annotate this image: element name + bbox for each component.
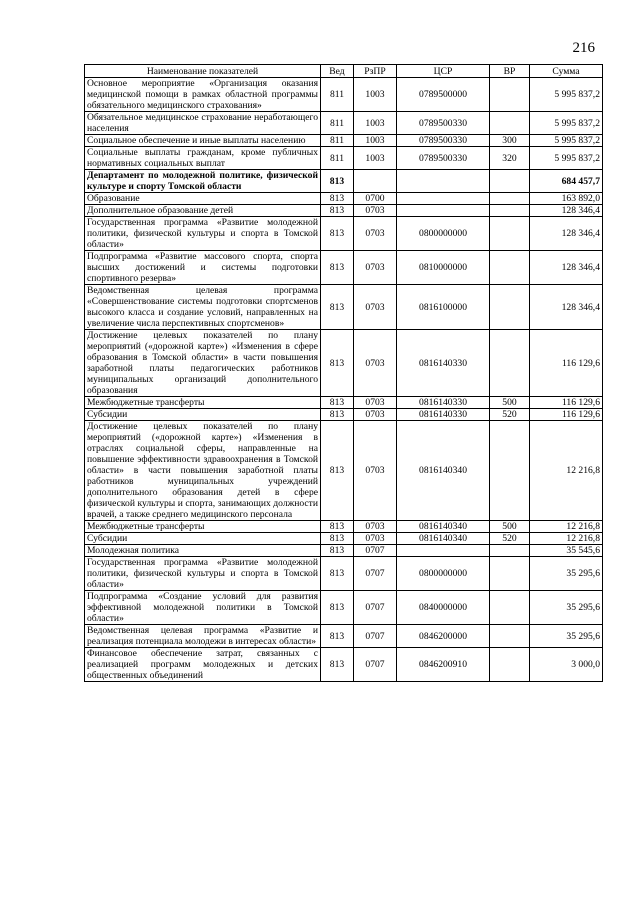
cell-sum: 5 995 837,2 bbox=[530, 78, 603, 112]
table-row bbox=[85, 648, 603, 682]
cell-name: Достижение целевых показателей по плану мероприятий («дорожной карте») «Изменения в сфере образования в Томской области» в части повышения заработной платы педагогических работников муниципальных организаций дополнительного образования bbox=[85, 330, 321, 397]
header-row bbox=[85, 65, 603, 78]
cell-name: Финансовое обеспечение затрат, связанных с реализацией программ молодежных и детских общественных объединений bbox=[85, 648, 321, 682]
table-row bbox=[85, 78, 603, 112]
cell-vr: 500 bbox=[490, 397, 530, 409]
cell-csr: 0846200000 bbox=[397, 625, 490, 648]
cell-sum: 163 892,0 bbox=[530, 193, 603, 205]
cell-rzpr: 0707 bbox=[354, 545, 397, 557]
cell-sum: 5 995 837,2 bbox=[530, 112, 603, 135]
cell-rzpr: 0703 bbox=[354, 330, 397, 397]
cell-sum: 5 995 837,2 bbox=[530, 147, 603, 170]
cell-vr bbox=[490, 205, 530, 217]
table-row bbox=[85, 545, 603, 557]
cell-vr bbox=[490, 251, 530, 285]
cell-vr: 520 bbox=[490, 533, 530, 545]
cell-name: Подпрограмма «Развитие массового спорта, спорта высших достижений и системы подготовки спортивного резерва» bbox=[85, 251, 321, 285]
table-row bbox=[85, 217, 603, 251]
cell-ved: 813 bbox=[321, 285, 354, 330]
cell-rzpr: 0703 bbox=[354, 533, 397, 545]
cell-sum: 12 216,8 bbox=[530, 533, 603, 545]
table-row bbox=[85, 205, 603, 217]
cell-vr bbox=[490, 648, 530, 682]
cell-sum: 128 346,4 bbox=[530, 251, 603, 285]
cell-sum: 35 295,6 bbox=[530, 625, 603, 648]
table-row bbox=[85, 251, 603, 285]
header-name: Наименование показателей bbox=[85, 65, 321, 78]
cell-rzpr: 0703 bbox=[354, 409, 397, 421]
cell-ved: 813 bbox=[321, 533, 354, 545]
cell-rzpr: 0703 bbox=[354, 285, 397, 330]
cell-vr: 500 bbox=[490, 521, 530, 533]
cell-csr: 0810000000 bbox=[397, 251, 490, 285]
cell-sum: 35 545,6 bbox=[530, 545, 603, 557]
cell-ved: 813 bbox=[321, 648, 354, 682]
cell-vr bbox=[490, 545, 530, 557]
header-vr: ВР bbox=[490, 65, 530, 78]
cell-ved: 813 bbox=[321, 193, 354, 205]
cell-ved: 813 bbox=[321, 521, 354, 533]
cell-csr bbox=[397, 193, 490, 205]
cell-name: Субсидии bbox=[85, 533, 321, 545]
cell-name: Межбюджетные трансферты bbox=[85, 521, 321, 533]
cell-vr bbox=[490, 170, 530, 193]
cell-sum: 128 346,4 bbox=[530, 285, 603, 330]
cell-name: Социальное обеспечение и иные выплаты населению bbox=[85, 135, 321, 147]
cell-csr: 0800000000 bbox=[397, 217, 490, 251]
cell-vr bbox=[490, 557, 530, 591]
cell-ved: 811 bbox=[321, 78, 354, 112]
table-row bbox=[85, 147, 603, 170]
cell-rzpr: 1003 bbox=[354, 135, 397, 147]
cell-name: Молодежная политика bbox=[85, 545, 321, 557]
cell-name: Ведомственная целевая программа «Совершенствование системы подготовки спортсменов высокого класса и создание условий, направленных на увеличение числа перспективных спортсменов» bbox=[85, 285, 321, 330]
cell-ved: 813 bbox=[321, 205, 354, 217]
cell-vr: 300 bbox=[490, 135, 530, 147]
cell-sum: 684 457,7 bbox=[530, 170, 603, 193]
header-ved: Вед bbox=[321, 65, 354, 78]
cell-sum: 128 346,4 bbox=[530, 217, 603, 251]
cell-ved: 813 bbox=[321, 251, 354, 285]
cell-name: Департамент по молодежной политике, физической культуре и спорту Томской области bbox=[85, 170, 321, 193]
cell-csr: 0816140330 bbox=[397, 409, 490, 421]
cell-name: Социальные выплаты гражданам, кроме публичных нормативных социальных выплат bbox=[85, 147, 321, 170]
cell-ved: 811 bbox=[321, 147, 354, 170]
cell-rzpr: 0703 bbox=[354, 217, 397, 251]
cell-vr bbox=[490, 285, 530, 330]
cell-name: Субсидии bbox=[85, 409, 321, 421]
header-csr: ЦСР bbox=[397, 65, 490, 78]
cell-name: Дополнительное образование детей bbox=[85, 205, 321, 217]
cell-ved: 813 bbox=[321, 591, 354, 625]
cell-name: Ведомственная целевая программа «Развитие и реализация потенциала молодежи в интересах области» bbox=[85, 625, 321, 648]
cell-rzpr: 0707 bbox=[354, 591, 397, 625]
cell-name: Подпрограмма «Создание условий для развития эффективной молодежной политики в Томской области» bbox=[85, 591, 321, 625]
cell-name: Образование bbox=[85, 193, 321, 205]
cell-sum: 3 000,0 bbox=[530, 648, 603, 682]
cell-rzpr bbox=[354, 170, 397, 193]
cell-name: Достижение целевых показателей по плану мероприятий («дорожной карте») «Изменения в отраслях социальной сферы, направленные на повышение эффективности здравоохранения в Томской области» в части повышения заработной платы работников муниципальных учреждений дополнительного образования детей в сфере физической культуры и спорта, занимающих должности врачей, а также среднего медицинского персонала bbox=[85, 421, 321, 521]
header-sum: Сумма bbox=[530, 65, 603, 78]
table-row bbox=[85, 112, 603, 135]
cell-rzpr: 0703 bbox=[354, 251, 397, 285]
cell-ved: 811 bbox=[321, 112, 354, 135]
table-row bbox=[85, 135, 603, 147]
cell-ved: 813 bbox=[321, 625, 354, 648]
table-row bbox=[85, 285, 603, 330]
table-row bbox=[85, 557, 603, 591]
cell-ved: 813 bbox=[321, 421, 354, 521]
cell-csr: 0846200910 bbox=[397, 648, 490, 682]
table-row bbox=[85, 625, 603, 648]
cell-name: Основное мероприятие «Организация оказания медицинской помощи в рамках областной программы обязательного медицинского страхования» bbox=[85, 78, 321, 112]
page-number: 216 bbox=[572, 40, 595, 56]
cell-csr bbox=[397, 205, 490, 217]
cell-name: Государственная программа «Развитие молодежной политики, физической культуры и спорта в Томской области» bbox=[85, 557, 321, 591]
cell-rzpr: 1003 bbox=[354, 112, 397, 135]
cell-vr bbox=[490, 112, 530, 135]
cell-sum: 35 295,6 bbox=[530, 557, 603, 591]
cell-vr bbox=[490, 217, 530, 251]
cell-name: Обязательное медицинское страхование неработающего населения bbox=[85, 112, 321, 135]
table-row bbox=[85, 533, 603, 545]
cell-sum: 116 129,6 bbox=[530, 409, 603, 421]
cell-csr: 0816140340 bbox=[397, 533, 490, 545]
table-row bbox=[85, 193, 603, 205]
cell-rzpr: 1003 bbox=[354, 78, 397, 112]
cell-vr bbox=[490, 330, 530, 397]
table-header bbox=[85, 65, 603, 78]
cell-csr bbox=[397, 170, 490, 193]
cell-sum: 12 216,8 bbox=[530, 421, 603, 521]
cell-vr bbox=[490, 78, 530, 112]
cell-rzpr: 0707 bbox=[354, 625, 397, 648]
cell-sum: 35 295,6 bbox=[530, 591, 603, 625]
cell-sum: 128 346,4 bbox=[530, 205, 603, 217]
cell-sum: 116 129,6 bbox=[530, 330, 603, 397]
cell-rzpr: 0703 bbox=[354, 205, 397, 217]
cell-sum: 12 216,8 bbox=[530, 521, 603, 533]
cell-name: Государственная программа «Развитие молодежной политики, физической культуры и спорта в Томской области» bbox=[85, 217, 321, 251]
cell-vr bbox=[490, 193, 530, 205]
cell-vr bbox=[490, 421, 530, 521]
cell-csr bbox=[397, 545, 490, 557]
cell-csr: 0816140340 bbox=[397, 521, 490, 533]
cell-csr: 0800000000 bbox=[397, 557, 490, 591]
cell-csr: 0789500330 bbox=[397, 112, 490, 135]
cell-sum: 5 995 837,2 bbox=[530, 135, 603, 147]
cell-vr bbox=[490, 591, 530, 625]
cell-rzpr: 0703 bbox=[354, 521, 397, 533]
cell-csr: 0816140330 bbox=[397, 397, 490, 409]
header-rzpr: РзПР bbox=[354, 65, 397, 78]
cell-rzpr: 0707 bbox=[354, 648, 397, 682]
table-row bbox=[85, 397, 603, 409]
cell-rzpr: 0707 bbox=[354, 557, 397, 591]
cell-vr: 520 bbox=[490, 409, 530, 421]
cell-vr: 320 bbox=[490, 147, 530, 170]
cell-ved: 813 bbox=[321, 217, 354, 251]
table-row bbox=[85, 421, 603, 521]
cell-rzpr: 0703 bbox=[354, 397, 397, 409]
cell-ved: 813 bbox=[321, 409, 354, 421]
cell-rzpr: 0700 bbox=[354, 193, 397, 205]
cell-csr: 0816140330 bbox=[397, 330, 490, 397]
cell-csr: 0789500330 bbox=[397, 147, 490, 170]
cell-ved: 813 bbox=[321, 557, 354, 591]
budget-table bbox=[84, 64, 603, 682]
cell-csr: 0789500000 bbox=[397, 78, 490, 112]
cell-csr: 0789500330 bbox=[397, 135, 490, 147]
cell-rzpr: 1003 bbox=[354, 147, 397, 170]
cell-rzpr: 0703 bbox=[354, 421, 397, 521]
table-row bbox=[85, 170, 603, 193]
table-row bbox=[85, 330, 603, 397]
cell-ved: 813 bbox=[321, 545, 354, 557]
table-body bbox=[85, 78, 603, 682]
cell-vr bbox=[490, 625, 530, 648]
table-row bbox=[85, 591, 603, 625]
cell-csr: 0840000000 bbox=[397, 591, 490, 625]
cell-ved: 813 bbox=[321, 397, 354, 409]
cell-ved: 813 bbox=[321, 170, 354, 193]
cell-sum: 116 129,6 bbox=[530, 397, 603, 409]
table-row bbox=[85, 409, 603, 421]
cell-name: Межбюджетные трансферты bbox=[85, 397, 321, 409]
cell-csr: 0816140340 bbox=[397, 421, 490, 521]
cell-ved: 811 bbox=[321, 135, 354, 147]
table-row bbox=[85, 521, 603, 533]
cell-csr: 0816100000 bbox=[397, 285, 490, 330]
cell-ved: 813 bbox=[321, 330, 354, 397]
